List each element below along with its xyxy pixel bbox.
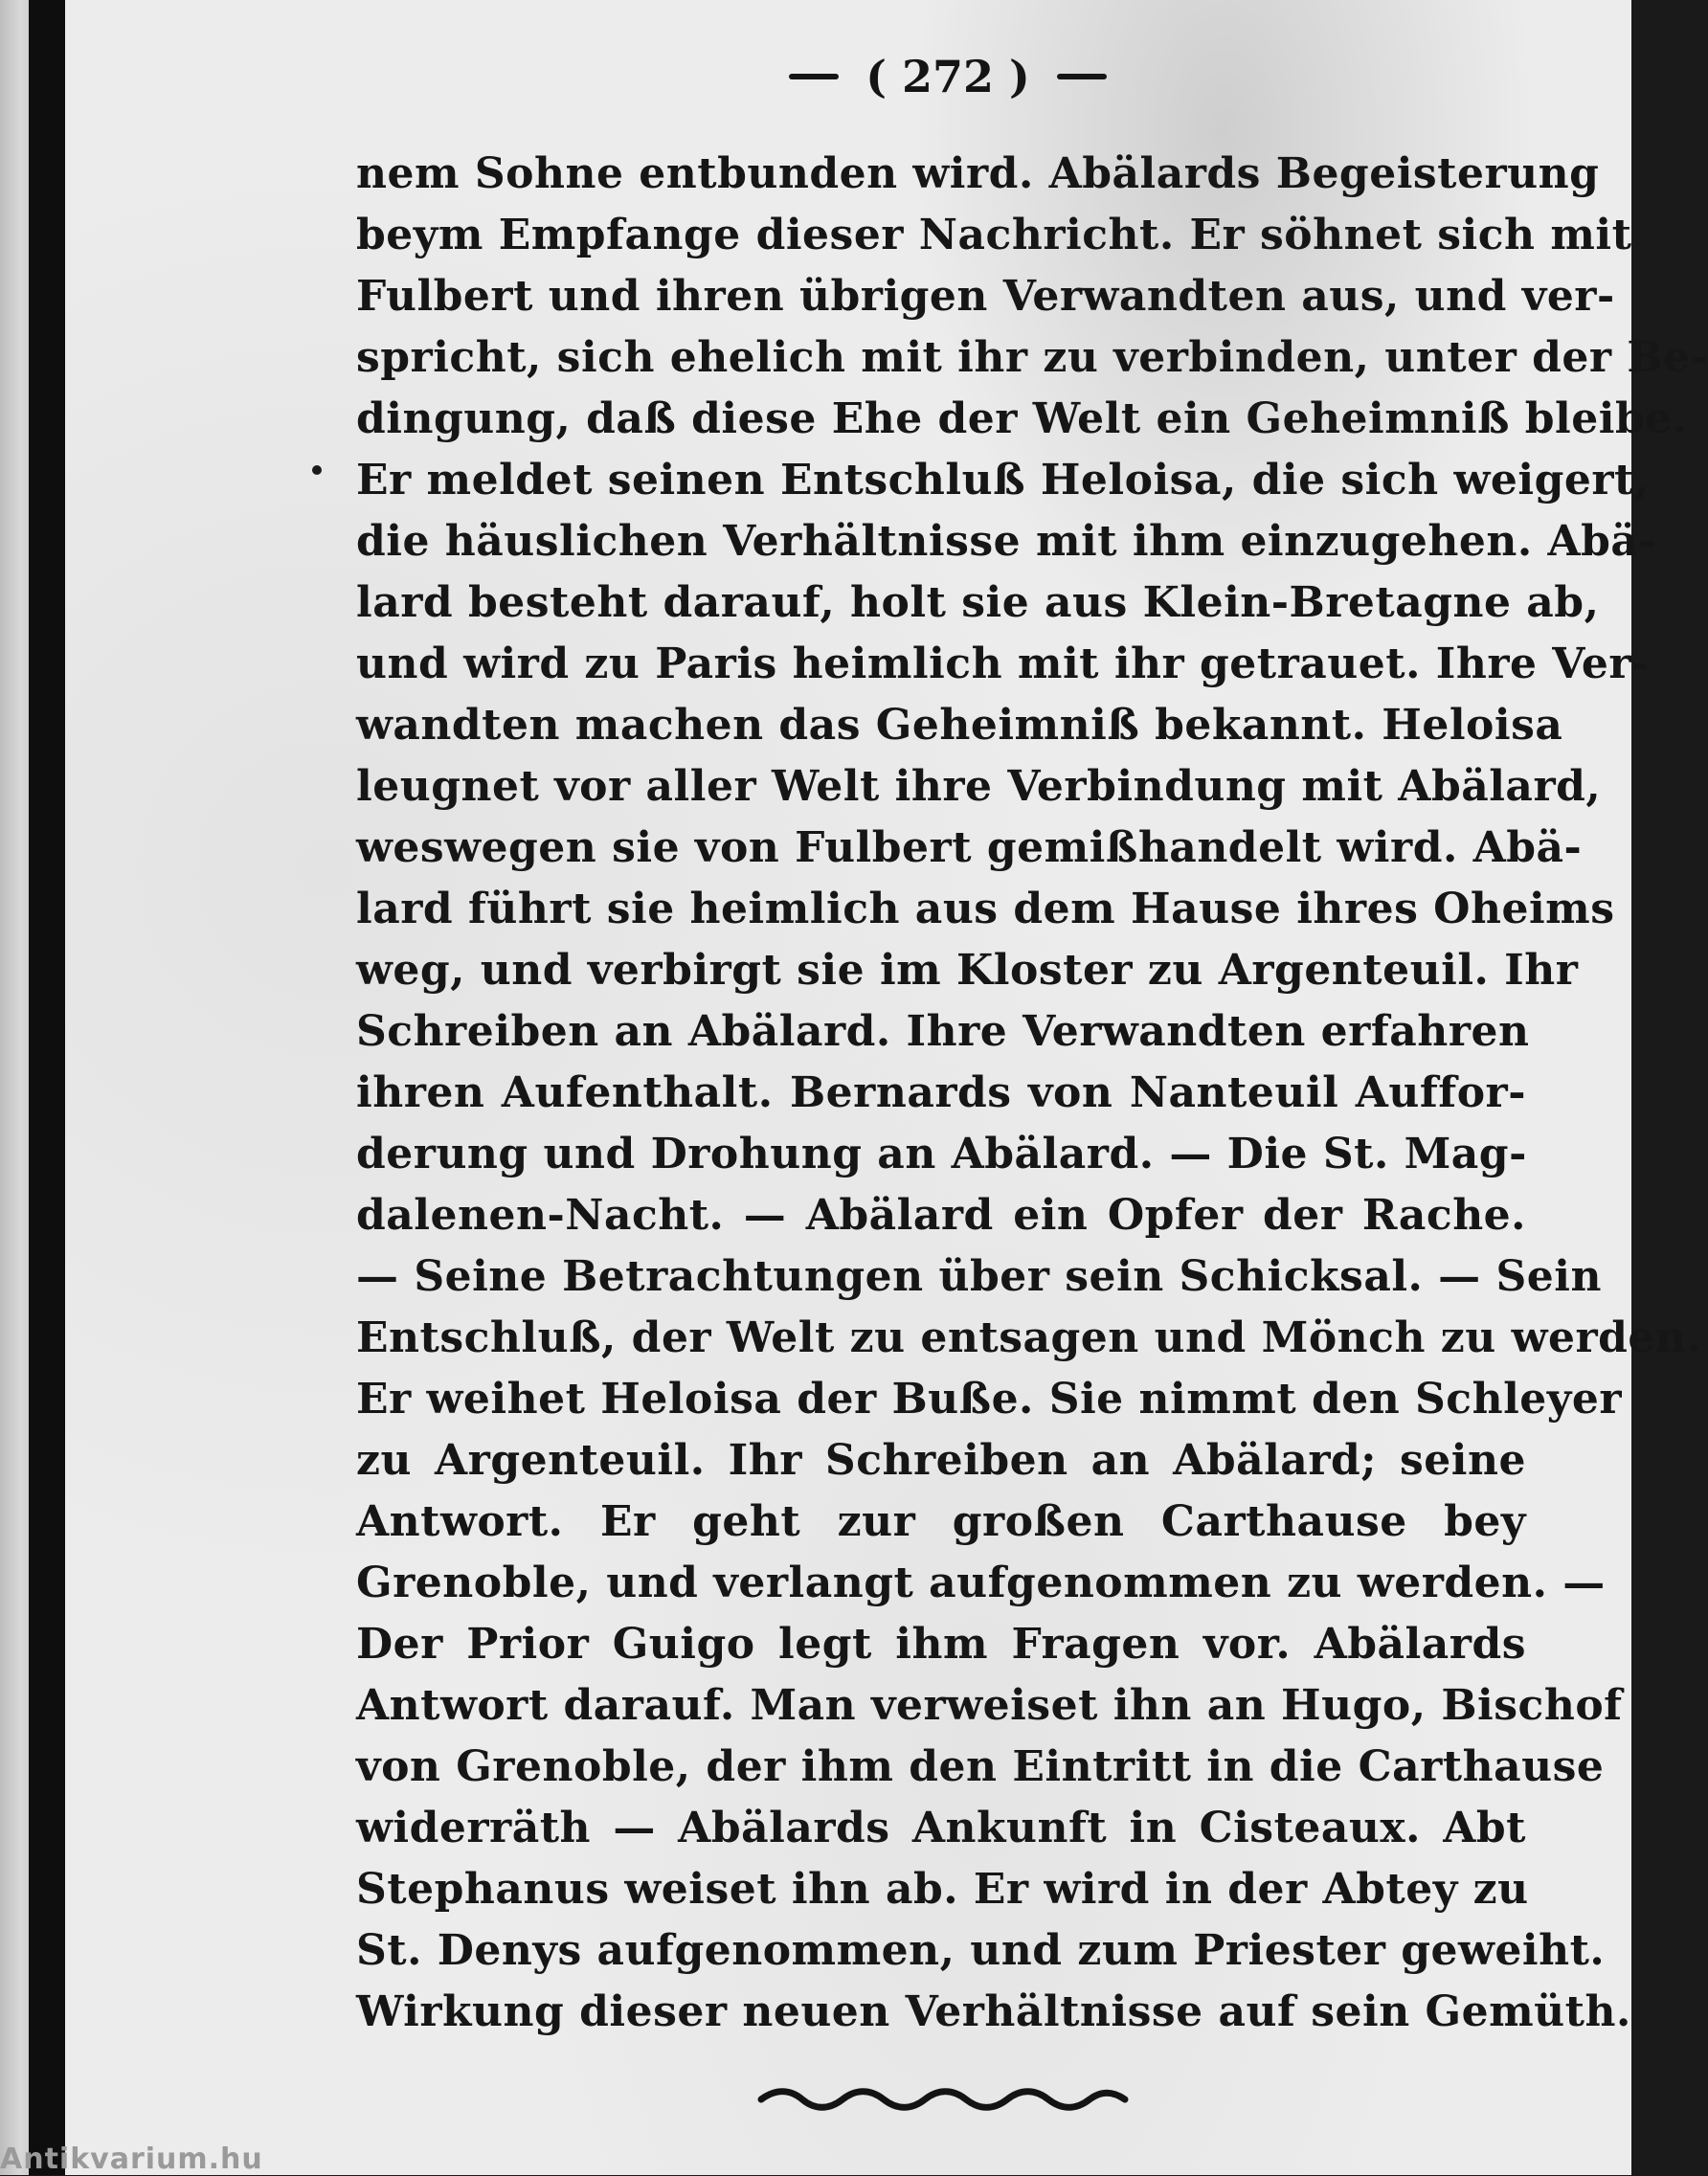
text-line: Wirkung dieser neuen Verhältnisse auf sein Gemüth. <box>356 1987 1631 2036</box>
text-line: Schreiben an Abälard. Ihre Verwandten erfahren <box>356 1007 1530 1056</box>
header-dash-left <box>789 74 839 79</box>
text-line: nem Sohne entbunden wird. Abälards Begeisterung <box>356 149 1600 198</box>
text-line: Fulbert und ihren übrigen Verwandten aus, und ver- <box>356 272 1615 321</box>
text-line: Antwort. Er geht zur großen Carthause bey <box>356 1497 1526 1546</box>
margin-mark <box>312 465 322 475</box>
ornamental-rule <box>756 2085 1130 2114</box>
text-line: lard besteht darauf, holt sie aus Klein-Bretagne ab, <box>356 578 1600 627</box>
book-spine-shadow <box>29 0 65 2175</box>
text-line: Der Prior Guigo legt ihm Fragen vor. Abälards <box>356 1620 1526 1669</box>
text-line: St. Denys aufgenommen, und zum Priester geweiht. <box>356 1926 1606 1975</box>
text-line: und wird zu Paris heimlich mit ihr getrauet. Ihre Ver- <box>356 639 1650 688</box>
page-edge <box>0 0 29 2175</box>
text-line: Grenoble, und verlangt aufgenommen zu werden. — <box>356 1559 1606 1607</box>
text-line: lard führt sie heimlich aus dem Hause ihres Oheims <box>356 885 1615 933</box>
text-line: leugnet vor aller Welt ihre Verbindung mit Abälard, <box>356 762 1602 811</box>
page-header <box>728 48 1168 105</box>
text-line: ihren Aufenthalt. Bernards von Nanteuil Auffor- <box>356 1068 1526 1117</box>
header-dash-right <box>1057 74 1107 79</box>
text-line: die häuslichen Verhältnisse mit ihm einzugehen. Abä- <box>356 517 1657 566</box>
body-text <box>356 144 1708 2043</box>
text-line: widerräth — Abälards Ankunft in Cisteaux. Abt <box>356 1804 1526 1852</box>
text-line: weswegen sie von Fulbert gemißhandelt wird. Abä- <box>356 823 1583 872</box>
watermark: Antikvarium.hu <box>0 2142 263 2176</box>
text-line: weg, und verbirgt sie im Kloster zu Argenteuil. Ihr <box>356 946 1579 995</box>
text-line: Antwort darauf. Man verweiset ihn an Hugo, Bischof <box>356 1681 1623 1730</box>
text-line: derung und Drohung an Abälard. — Die St. Mag- <box>356 1130 1527 1178</box>
text-line: dingung, daß diese Ehe der Welt ein Geheimniß bleibe. <box>356 394 1688 443</box>
page-number: ( 272 ) <box>865 51 1030 102</box>
text-line: spricht, sich ehelich mit ihr zu verbinden, unter der Be- <box>356 333 1708 382</box>
text-line: dalenen-Nacht. — Abälard ein Opfer der Rache. <box>356 1191 1526 1240</box>
text-line: Stephanus weiset ihn ab. Er wird in der Abtey zu <box>356 1865 1529 1914</box>
text-line: — Seine Betrachtungen über sein Schicksal. — Sein <box>356 1252 1602 1301</box>
text-line: wandten machen das Geheimniß bekannt. Heloisa <box>356 701 1563 750</box>
text-line: Er weihet Heloisa der Buße. Sie nimmt den Schleyer <box>356 1375 1623 1424</box>
text-line: beym Empfange dieser Nachricht. Er söhnet sich mit <box>356 211 1632 259</box>
text-line: von Grenoble, der ihm den Eintritt in die Carthause <box>356 1742 1605 1791</box>
text-line: zu Argenteuil. Ihr Schreiben an Abälard; seine <box>356 1436 1526 1485</box>
text-line: Entschluß, der Welt zu entsagen und Mönch zu werden. <box>356 1313 1702 1362</box>
text-line: Er meldet seinen Entschluß Heloisa, die sich weigert, <box>356 456 1650 505</box>
